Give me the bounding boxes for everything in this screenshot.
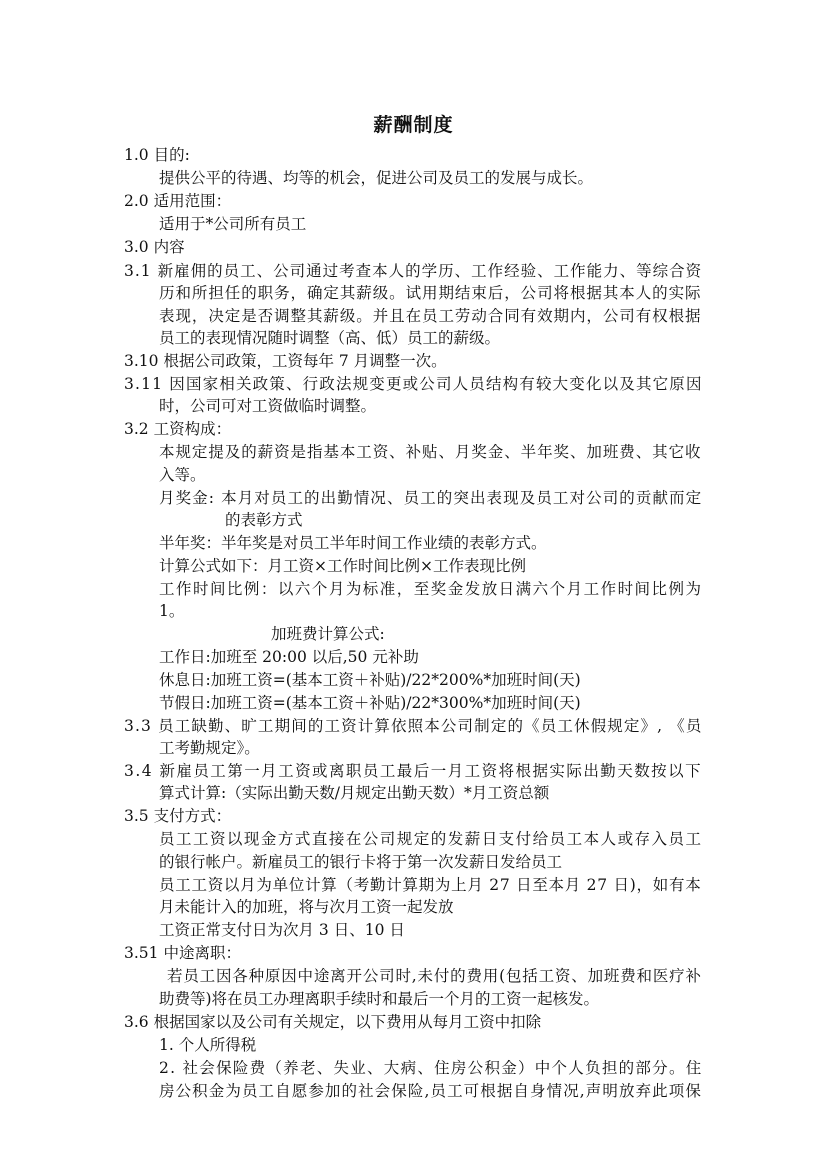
- text-line: 时，公司可对工资做临时调整。: [159, 397, 377, 415]
- text-line: 3.4 新雇员工第一月工资或离职员工最后一月工资将根据实际出勤天数按以下: [124, 762, 703, 780]
- text-line: 的银行帐户。新雇员工的银行卡将于第一次发薪日发给员工: [159, 853, 563, 871]
- text-line: 3.11 因国家相关政策、行政法规变更或公司人员结构有较大变化以及其它原因: [124, 375, 703, 393]
- text-line: 工作时间比例：以六个月为标准，至奖金发放日满六个月工作时间比例为: [159, 580, 703, 598]
- text-line: 历和所担任的职务，确定其薪级。试用期结束后，公司将根据其本人的实际: [159, 284, 702, 302]
- document-title: 薪酬制度: [373, 114, 454, 136]
- text-line: 1.0 目的:: [124, 146, 190, 164]
- text-line: 入等。: [159, 466, 206, 484]
- text-line: 3.51 中途离职：: [124, 944, 241, 962]
- text-line: 员工工资以月为单位计算（考勤计算期为上月 27 日至本月 27 日)，如有本: [159, 876, 702, 894]
- text-line: 3.2 工资构成：: [124, 420, 232, 438]
- text-line: 3.1 新雇佣的员工、公司通过考查本人的学历、工作经验、工作能力、等综合资: [124, 262, 703, 280]
- text-line: 半年奖：半年奖是对员工半年时间工作业绩的表彰方式。: [159, 534, 547, 552]
- text-line: 表现，决定是否调整其薪级。并且在员工劳动合同有效期内，公司有权根据: [159, 307, 702, 325]
- text-line: 2.0 适用范围：: [124, 192, 232, 210]
- text-line: 算式计算:（实际出勤天数/月规定出勤天数）*月工资总额: [159, 784, 550, 802]
- text-line: 3.0 内容: [124, 238, 185, 256]
- text-line: 房公积金为员工自愿参加的社会保险,员工可根据自身情况,声明放弃此项保: [159, 1082, 702, 1100]
- text-line: 3.6 根据国家以及公司有关规定，以下费用从每月工资中扣除: [124, 1013, 542, 1031]
- text-line: 工作日:加班至 20:00 以后,50 元补助: [159, 648, 419, 666]
- text-line: 计算公式如下：月工资×工作时间比例×工作表现比例: [159, 557, 526, 575]
- text-line: 1. 个人所得税: [159, 1036, 257, 1054]
- text-line: 员工的表现情况随时调整（高、低）员工的薪级。: [159, 329, 501, 347]
- text-line: 工资正常支付日为次月 3 日、10 日: [159, 921, 405, 939]
- text-line: 休息日:加班工资=(基本工资＋补贴)/22*200%*加班时间(天): [159, 671, 581, 689]
- text-line: 2. 社会保险费（养老、失业、大病、住房公积金）中个人负担的部分。住: [159, 1059, 703, 1077]
- text-line: 3.3 员工缺勤、旷工期间的工资计算依照本公司制定的《员工休假规定》, 《员: [124, 717, 703, 735]
- text-line: 3.10 根据公司政策，工资每年 7 月调整一次。: [124, 352, 447, 370]
- text-line: 的表彰方式: [225, 511, 303, 529]
- text-line: 3.5 支付方式：: [124, 807, 232, 825]
- text-line: 加班费计算公式:: [271, 625, 385, 643]
- text-line: 1。: [159, 602, 185, 620]
- text-line: 月未能计入的加班，将与次月工资一起发放: [159, 898, 454, 916]
- text-line: 助费等)将在员工办理离职手续时和最后一个月的工资一起核发。: [159, 990, 600, 1008]
- text-line: 工考勤规定》。: [159, 739, 260, 757]
- text-line: 若员工因各种原因中途离开公司时,未付的费用(包括工资、加班费和医疗补: [167, 967, 702, 985]
- text-line: 月奖金: 本月对员工的出勤情况、员工的突出表现及员工对公司的贡献而定: [159, 489, 703, 507]
- text-line: 节假日:加班工资=(基本工资＋补贴)/22*300%*加班时间(天): [159, 694, 581, 712]
- text-line: 员工工资以现金方式直接在公司规定的发薪日支付给员工本人或存入员工: [159, 830, 703, 848]
- text-line: 提供公平的待遇、均等的机会，促进公司及员工的发展与成长。: [159, 169, 594, 187]
- text-line: 适用于*公司所有员工: [159, 215, 307, 233]
- text-line: 本规定提及的薪资是指基本工资、补贴、月奖金、半年奖、加班费、其它收: [159, 443, 702, 461]
